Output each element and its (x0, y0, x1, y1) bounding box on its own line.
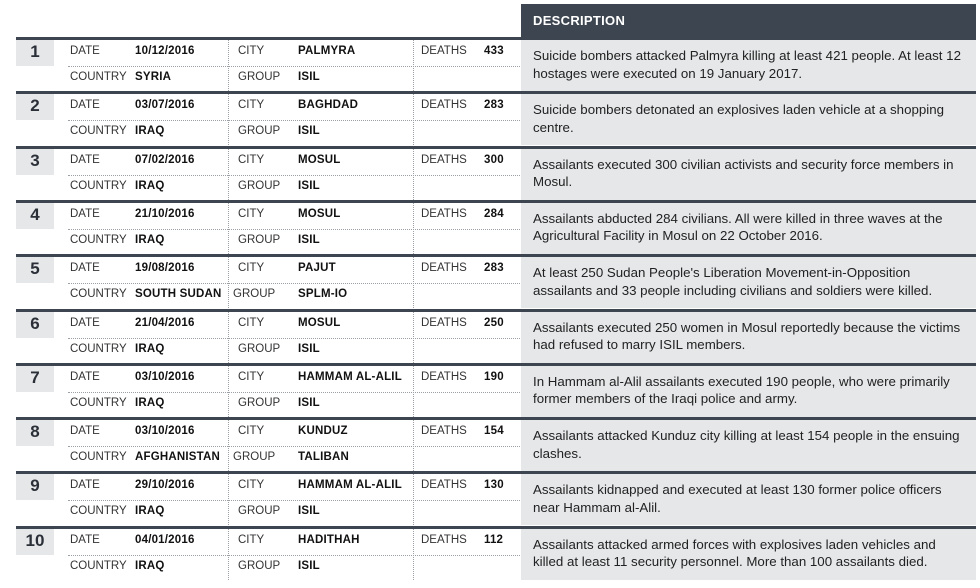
table-row (16, 309, 976, 363)
city-label: CITY (238, 99, 265, 112)
country-value: IRAQ (135, 179, 165, 192)
group-value: ISIL (298, 342, 320, 355)
group-value: ISIL (298, 179, 320, 192)
date-label: DATE (70, 207, 100, 220)
deaths-value: 433 (484, 45, 504, 57)
date-label: DATE (70, 316, 100, 329)
country-value: SOUTH SUDAN (135, 288, 222, 301)
row-inner-divider (68, 283, 520, 284)
table-row (16, 200, 976, 254)
column-divider (228, 420, 229, 471)
row-inner-divider (68, 500, 520, 501)
rank-badge: 10 (16, 529, 54, 555)
date-value: 03/07/2016 (135, 99, 195, 112)
incident-description: Assailants kidnapped and executed at least 130 former police officers near Hammam al-Alil. (521, 474, 976, 525)
date-value: 04/01/2016 (135, 533, 195, 546)
column-divider (413, 529, 414, 580)
date-label: DATE (70, 262, 100, 275)
country-label: COUNTRY (70, 125, 127, 138)
city-value: MOSUL (298, 207, 341, 220)
rank-badge: 6 (16, 312, 54, 338)
rank-badge: 7 (16, 366, 54, 392)
column-divider (228, 366, 229, 417)
row-inner-divider (68, 175, 520, 176)
column-divider (228, 312, 229, 363)
deaths-label: DEATHS (421, 370, 467, 383)
country-value: IRAQ (135, 396, 165, 409)
rank-badge: 4 (16, 203, 54, 229)
table-row (16, 526, 976, 580)
city-label: CITY (238, 207, 265, 220)
column-divider (228, 94, 229, 145)
column-divider (228, 474, 229, 525)
country-label: COUNTRY (70, 505, 127, 518)
date-value: 03/10/2016 (135, 370, 195, 383)
group-value: ISIL (298, 505, 320, 518)
city-label: CITY (238, 479, 265, 492)
country-value: IRAQ (135, 125, 165, 138)
deaths-label: DEATHS (421, 153, 467, 166)
group-label: GROUP (238, 179, 281, 192)
deaths-label: DEATHS (421, 479, 467, 492)
city-value: HADITHAH (298, 533, 360, 546)
group-label: GROUP (238, 342, 281, 355)
deaths-value: 250 (484, 316, 504, 329)
city-value: KUNDUZ (298, 425, 348, 438)
group-value: ISIL (298, 559, 320, 572)
rank-badge: 2 (16, 94, 54, 120)
column-divider (413, 257, 414, 308)
deaths-value: 283 (484, 262, 504, 275)
incident-description: Suicide bombers attacked Palmyra killing at least 421 people. At least 12 hostages were executed on 19 January 2017. (521, 40, 976, 91)
group-label: GROUP (238, 396, 281, 409)
date-label: DATE (70, 425, 100, 438)
country-value: SYRIA (135, 71, 172, 83)
group-value: ISIL (298, 233, 320, 246)
incident-description: Assailants attacked armed forces with explosives laden vehicles and killed at least 11 security personnel. More than 100 assailants died. (521, 529, 976, 580)
deaths-label: DEATHS (421, 99, 467, 112)
city-label: CITY (238, 45, 265, 57)
city-value: MOSUL (298, 316, 341, 329)
date-label: DATE (70, 45, 100, 57)
country-label: COUNTRY (70, 71, 127, 83)
group-label: GROUP (238, 71, 281, 83)
row-inner-divider (68, 229, 520, 230)
deaths-label: DEATHS (421, 207, 467, 220)
country-value: IRAQ (135, 505, 165, 518)
country-label: COUNTRY (70, 396, 127, 409)
rank-badge: 5 (16, 257, 54, 283)
column-divider (413, 312, 414, 363)
date-label: DATE (70, 99, 100, 112)
column-divider (413, 40, 414, 91)
city-value: MOSUL (298, 153, 341, 166)
incident-description: Assailants abducted 284 civilians. All were killed in three waves at the Agricultural Facility in Mosul on 22 October 2016. (521, 203, 976, 254)
group-value: ISIL (298, 71, 320, 83)
date-label: DATE (70, 370, 100, 383)
rank-badge: 9 (16, 474, 54, 500)
group-label: GROUP (238, 233, 281, 246)
rank-badge: 3 (16, 149, 54, 175)
group-value: TALIBAN (298, 451, 350, 464)
incident-description: In Hammam al-Alil assailants executed 190 people, who were primarily former members of the Iraqi police and army. (521, 366, 976, 417)
deaths-label: DEATHS (421, 262, 467, 275)
city-value: HAMMAM AL-ALIL (298, 370, 402, 383)
date-label: DATE (70, 479, 100, 492)
group-label: GROUP (233, 451, 276, 464)
country-value: AFGHANISTAN (135, 451, 221, 464)
table-row (16, 417, 976, 471)
deaths-value: 190 (484, 370, 504, 383)
city-label: CITY (238, 533, 265, 546)
city-label: CITY (238, 425, 265, 438)
group-value: SPLM-IO (298, 288, 348, 301)
deaths-value: 284 (484, 207, 504, 220)
column-divider (228, 40, 229, 91)
date-value: 07/02/2016 (135, 153, 195, 166)
table-row (16, 37, 976, 91)
country-label: COUNTRY (70, 233, 127, 246)
column-divider (228, 149, 229, 200)
date-value: 21/10/2016 (135, 207, 195, 220)
deaths-label: DEATHS (421, 533, 467, 546)
group-value: ISIL (298, 125, 320, 138)
date-label: DATE (70, 533, 100, 546)
group-label: GROUP (238, 125, 281, 138)
deaths-label: DEATHS (421, 316, 467, 329)
group-label: GROUP (238, 505, 281, 518)
rank-badge: 1 (16, 40, 54, 66)
rank-badge: 8 (16, 420, 54, 446)
incident-description: Assailants executed 300 civilian activists and security force members in Mosul. (521, 149, 976, 200)
incident-description: Assailants attacked Kunduz city killing at least 154 people in the ensuing clashes. (521, 420, 976, 471)
column-divider (413, 94, 414, 145)
deaths-value: 112 (484, 533, 504, 546)
row-inner-divider (68, 338, 520, 339)
country-value: IRAQ (135, 233, 165, 246)
city-value: HAMMAM AL-ALIL (298, 479, 402, 492)
incident-description: Suicide bombers detonated an explosives laden vehicle at a shopping centre. (521, 94, 976, 145)
city-label: CITY (238, 370, 265, 383)
row-inner-divider (68, 392, 520, 393)
group-value: ISIL (298, 396, 320, 409)
city-value: PALMYRA (298, 45, 356, 57)
column-divider (413, 149, 414, 200)
row-inner-divider (68, 66, 520, 67)
country-label: COUNTRY (70, 342, 127, 355)
column-divider (413, 203, 414, 254)
date-value: 29/10/2016 (135, 479, 195, 492)
deaths-value: 154 (484, 425, 504, 438)
country-label: COUNTRY (70, 451, 127, 464)
group-label: GROUP (238, 559, 281, 572)
column-divider (228, 203, 229, 254)
deaths-label: DEATHS (421, 425, 467, 438)
city-label: CITY (238, 316, 265, 329)
date-value: 10/12/2016 (135, 45, 195, 57)
deaths-value: 130 (484, 479, 504, 492)
table-row (16, 146, 976, 200)
column-divider (413, 474, 414, 525)
incident-description: Assailants executed 250 women in Mosul reportedly because the victims had refused to marry ISIL members. (521, 312, 976, 363)
column-divider (228, 529, 229, 580)
row-inner-divider (68, 120, 520, 121)
date-value: 19/08/2016 (135, 262, 195, 275)
description-column-header: DESCRIPTION (521, 4, 976, 37)
table-row (16, 363, 976, 417)
city-value: BAGHDAD (298, 99, 359, 112)
column-divider (413, 366, 414, 417)
country-label: COUNTRY (70, 559, 127, 572)
column-divider (413, 420, 414, 471)
column-divider (228, 257, 229, 308)
row-inner-divider (68, 446, 520, 447)
country-value: IRAQ (135, 559, 165, 572)
table-row (16, 471, 976, 525)
country-label: COUNTRY (70, 179, 127, 192)
incident-description: At least 250 Sudan People's Liberation Movement-in-Opposition assailants and 33 people including civilians and soldiers were killed. (521, 257, 976, 308)
country-value: IRAQ (135, 342, 165, 355)
date-value: 21/04/2016 (135, 316, 195, 329)
country-label: COUNTRY (70, 288, 127, 301)
group-label: GROUP (233, 288, 276, 301)
city-value: PAJUT (298, 262, 336, 275)
date-value: 03/10/2016 (135, 425, 195, 438)
table-row (16, 91, 976, 145)
table-row (16, 254, 976, 308)
row-inner-divider (68, 555, 520, 556)
city-label: CITY (238, 153, 265, 166)
city-label: CITY (238, 262, 265, 275)
date-label: DATE (70, 153, 100, 166)
deaths-value: 300 (484, 153, 504, 166)
deaths-label: DEATHS (421, 45, 467, 57)
deaths-value: 283 (484, 99, 504, 112)
